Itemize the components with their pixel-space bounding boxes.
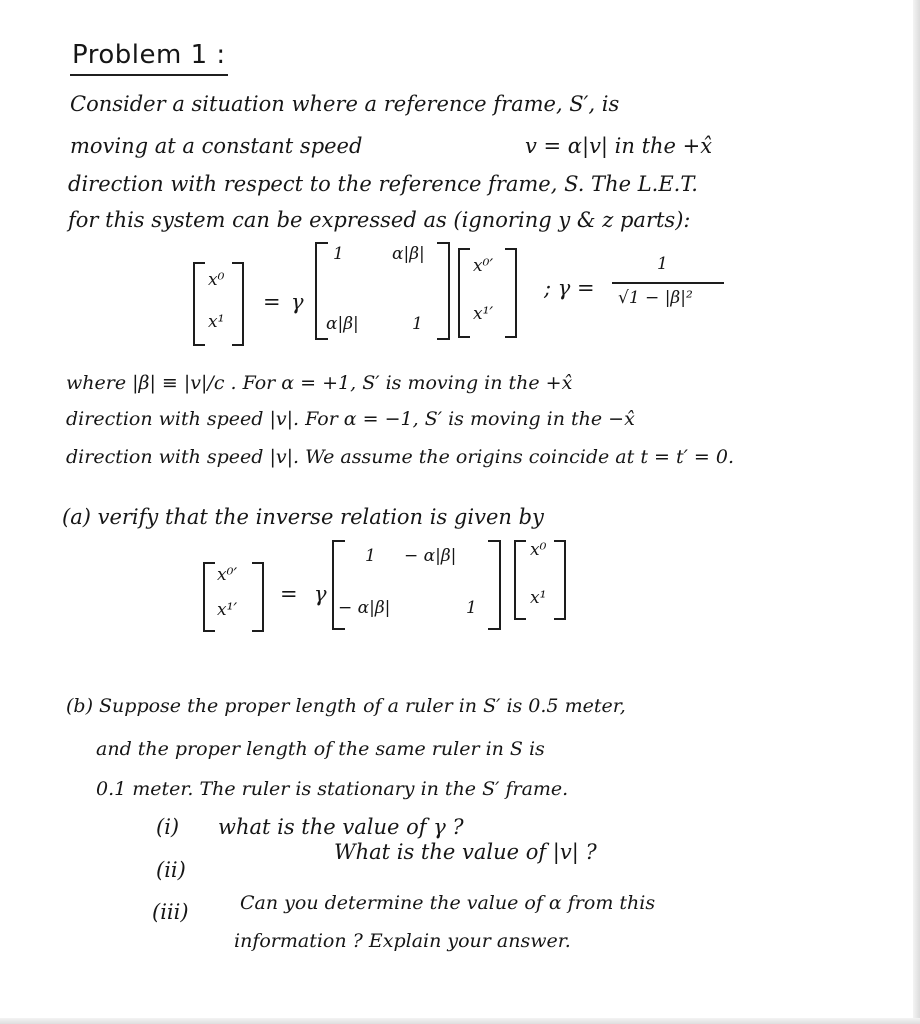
subpart-i-text: what is the value of γ ? — [218, 815, 464, 839]
subpart-iii-label: (iii) — [152, 900, 189, 924]
explanation-line-2: direction with speed |v|. For α = −1, S′ is moving in the −x̂ — [66, 408, 635, 430]
inv-matrix-a22: 1 — [466, 598, 477, 618]
intro-line-4: for this system can be expressed as (ignoring y & z parts): — [68, 208, 691, 232]
inv-lhs-x0p: x⁰′ — [217, 565, 238, 585]
inv-rhs-bracket-right — [554, 540, 566, 620]
part-b-line-1: (b) Suppose the proper length of a ruler in S′ is 0.5 meter, — [66, 695, 626, 717]
rhs-bracket-left — [458, 248, 470, 338]
subpart-iii-continuation: information ? Explain your answer. — [234, 930, 571, 952]
matrix-a21: α|β| — [326, 314, 359, 334]
explanation-line-3: direction with speed |v|. We assume the origins coincide at t = t′ = 0. — [66, 446, 735, 468]
page-edge-right — [913, 0, 920, 1024]
inv-rhs-bracket-left — [514, 540, 526, 620]
intro-line-2: moving at a constant speed — [70, 134, 363, 158]
part-b-line-2: and the proper length of the same ruler in S is — [96, 738, 545, 760]
inv-lhs-x1p: x¹′ — [217, 600, 238, 620]
inv-matrix-bracket-right — [488, 540, 501, 630]
title-underline — [70, 74, 228, 76]
gamma-numerator: 1 — [657, 254, 668, 274]
lhs-x0: x⁰ — [208, 270, 225, 290]
subpart-iii-text: Can you determine the value of α from this — [240, 892, 656, 914]
subpart-ii-text: What is the value of |v| ? — [334, 840, 597, 864]
gamma-denominator: √1 − |β|² — [618, 288, 693, 308]
part-b-line-3: 0.1 meter. The ruler is stationary in the S′ frame. — [96, 778, 569, 800]
part-a-text: (a) verify that the inverse relation is given by — [62, 505, 544, 529]
matrix-bracket-right — [437, 242, 450, 340]
matrix-a11: 1 — [333, 244, 344, 264]
inv-rhs-x0: x⁰ — [530, 540, 547, 560]
inv-matrix-a11: 1 — [365, 546, 376, 566]
explanation-line-1: where |β| ≡ |v|/c . For α = +1, S′ is moving in the +x̂ — [66, 372, 573, 394]
matrix-a12: α|β| — [392, 244, 425, 264]
lhs-bracket-left — [193, 262, 205, 346]
gamma-definition-prefix: ; γ = — [544, 276, 595, 300]
let-equals: = — [263, 290, 281, 314]
inv-rhs-x1: x¹ — [530, 588, 547, 608]
intro-line-3: direction with respect to the reference frame, S. The L.E.T. — [68, 172, 698, 196]
rhs-bracket-right — [505, 248, 517, 338]
matrix-a22: 1 — [412, 314, 423, 334]
inv-lhs-bracket-right — [252, 562, 264, 632]
let-gamma: γ — [291, 290, 304, 314]
velocity-definition: v = α|v| in the +x̂ — [525, 134, 713, 158]
inv-lhs-bracket-left — [203, 562, 215, 632]
rhs-x1p: x¹′ — [473, 304, 494, 324]
page-edge-bottom — [0, 1018, 920, 1024]
inv-matrix-a12: − α|β| — [404, 546, 457, 566]
rhs-x0p: x⁰′ — [473, 256, 494, 276]
intro-line-1: Consider a situation where a reference frame, S′, is — [70, 92, 620, 116]
gamma-fraction-bar — [612, 282, 724, 284]
lhs-x1: x¹ — [208, 312, 225, 332]
lhs-bracket-right — [232, 262, 244, 346]
inv-matrix-a21: − α|β| — [338, 598, 391, 618]
inv-gamma: γ — [314, 582, 327, 606]
subpart-ii-label: (ii) — [156, 858, 186, 882]
inv-equals: = — [280, 582, 298, 606]
subpart-i-label: (i) — [156, 815, 180, 839]
problem-title: Problem 1 : — [72, 40, 226, 70]
